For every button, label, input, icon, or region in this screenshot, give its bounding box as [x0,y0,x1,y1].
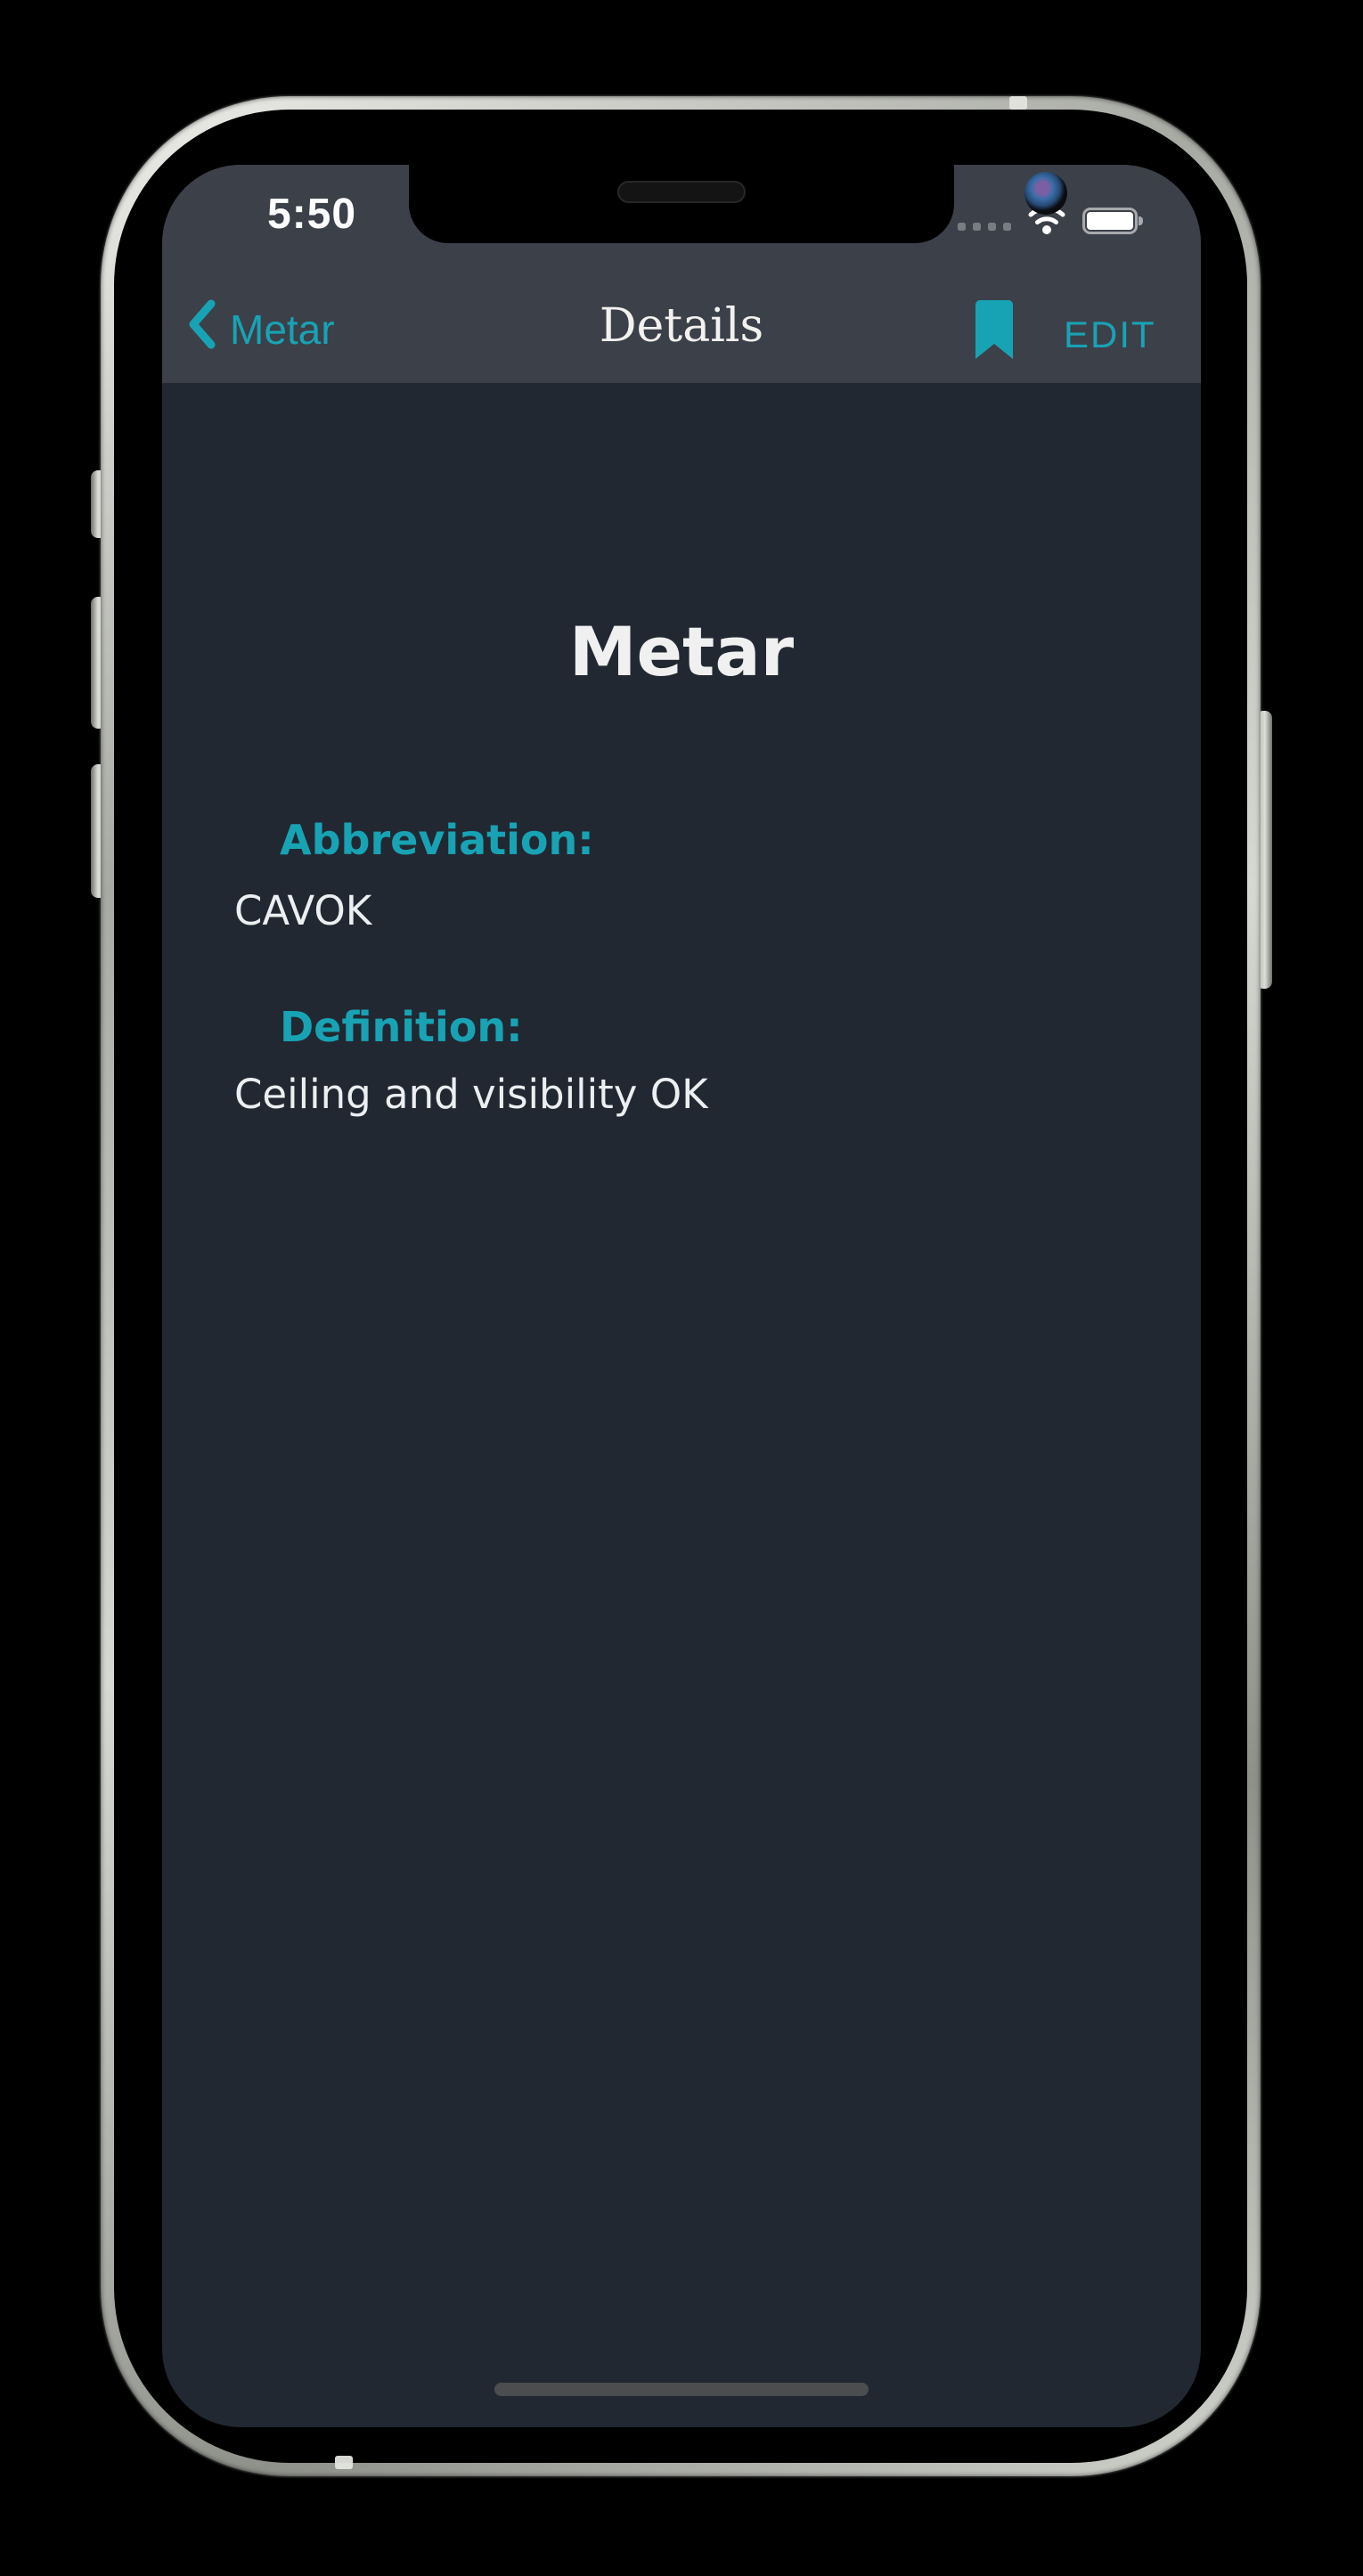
bookmark-icon [975,300,1013,359]
back-button-label: Metar [230,306,335,353]
page-nav-title: Details [599,299,764,353]
entry-title: Metar [568,612,795,691]
definition-label: Definition: [280,1003,523,1051]
definition-value: Ceiling and visibility OK [234,1071,708,1118]
home-indicator[interactable] [494,2383,869,2396]
notch [409,165,954,243]
front-camera [1024,172,1067,215]
antenna-band [335,2456,353,2469]
speaker-grille [617,181,746,203]
antenna-band [1009,96,1027,110]
battery-icon [1082,208,1138,234]
app-screen [162,165,1201,2427]
abbreviation-label: Abbreviation: [280,816,594,864]
back-button[interactable] [187,304,335,355]
status-time: 5:50 [267,191,357,238]
chevron-left-icon [187,298,217,362]
signal-dots-icon [958,223,1011,231]
bookmark-button[interactable] [975,300,1013,359]
edit-button[interactable]: EDIT [1064,314,1156,355]
abbreviation-value: CAVOK [234,887,372,934]
